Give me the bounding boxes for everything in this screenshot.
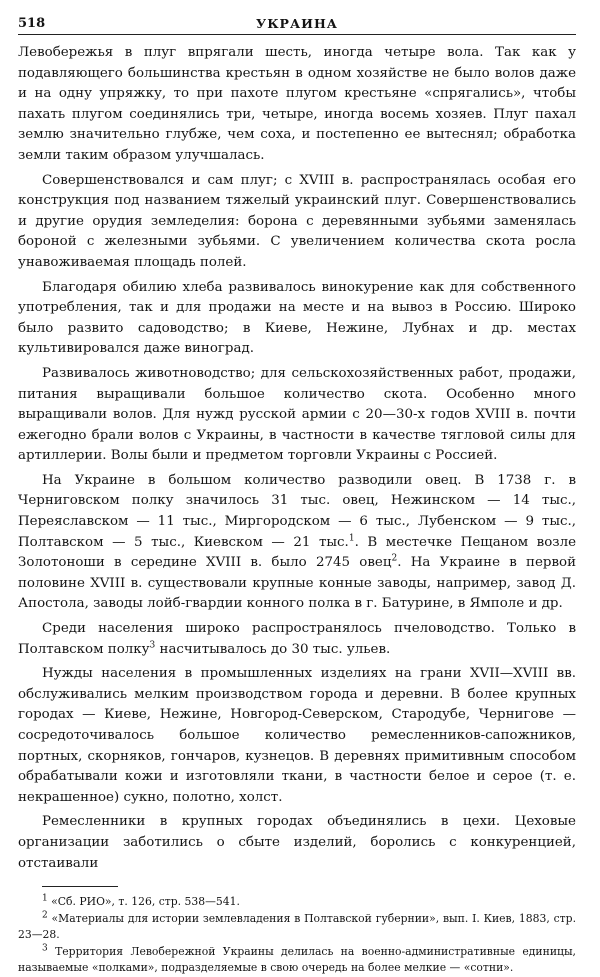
paragraph-6-text-2: насчитывалось до 30 тыс. ульев. (155, 641, 391, 657)
footnote-divider (42, 886, 118, 887)
footnotes (18, 894, 576, 976)
footnote-text: Территория Левобережной Украины делилась на военно-административные единицы, называемые «полками», подразделяемые в свою очередь на более мелкие — «сотни». (18, 945, 576, 975)
paragraph-6 (18, 619, 576, 660)
paragraph-3: Благодаря обилию хлеба развивалось винокурение как для собственного употребления, так и для продажи на месте и на вывоз в Россию. Широко было развито садоводство; в Киеве, Нежине, Лубнах и др. местах культивировался даже виноград. (18, 279, 576, 357)
paragraph-1: Левобережья в плуг впрягали шесть, иногда четыре вола. Так как у подавляющего большинства крестьян в одном хозяйстве не было волов даже и на одну упряжку, то при пахоте плугом крестьяне «спрягались», чтобы пахать плугом соединялись три, четыре, иногда восемь хозяев. Плуг пахал землю значительно глубже, чем соха, и постепенно ее вытеснял; обработка земли таким образом улучшалась. (18, 45, 576, 163)
paragraph-6-text-1: Среди населения широко распространялось пчеловодство. Только в Полтавском полку (18, 621, 576, 657)
footnote-mark: 2 (42, 910, 48, 921)
footnote-mark: 1 (42, 893, 48, 904)
paragraph-5-text-3: . На Украине в первой половине XVIII в. существовали крупные конные заводы, например, завод Д. Апостола, заводы лойб-гвардии конного полка в г. Батурине, в Ямполе и др. (18, 555, 576, 612)
paragraph-5-text-2: . В местечке Пещаном возле Золотоноши в середине XVIII в. было 2745 овец (18, 534, 577, 571)
footnote-3 (18, 944, 576, 976)
footnote-text: «Материалы для истории землевладения в Полтавской губернии», вып. I. Киев, 1883, стр. 23—28. (18, 912, 576, 942)
footnote-ref-2: 2 (391, 553, 398, 564)
running-title: УКРАИНА (256, 16, 338, 31)
footnote-1 (18, 894, 576, 910)
paragraph-2: Совершенствовался и сам плуг; с XVIII в. распространялась особая его конструкция под названием тяжелый украинский плуг. Совершенствовались и другие орудия земледелия: борона с деревянными зубьями заменялась бороной с железными зубьями. С увеличением количества скота росла унавоживаемая площадь полей. (18, 172, 576, 270)
footnote-ref-3: 3 (149, 640, 156, 651)
page-header (18, 14, 576, 35)
footnote-2 (18, 911, 576, 943)
footnote-text: «Сб. РИО», т. 126, стр. 538—541. (47, 895, 240, 909)
paragraph-8: Ремесленники в крупных городах объединялись в цехи. Цеховые организации заботились о сбыте изделий, боролись с конкуренцией, отстаивали (18, 814, 576, 871)
paragraph-4: Развивалось животноводство; для сельскохозяйственных работ, продажи, питания выращивали большое количество скота. Особенно много выращивали волов. Для нужд русской армии с 20—30-х годов XVIII в. почти ежегодно брали волов с Украины, в частности в качестве тягловой силы для артиллерии. Волы были и предметом торговли Украины с Россией. (18, 365, 576, 464)
footnote-mark: 3 (42, 943, 48, 954)
main-text (18, 43, 576, 874)
page-number: 518 (18, 16, 46, 31)
paragraph-7: Нужды населения в промышленных изделиях на грани XVII—XVIII вв. обслуживались мелким производством города и деревни. В более крупных городах — Киеве, Нежине, Новгород-Северском, Стародубе, Чернигове — сосредоточивалось большое количество ремесленников-сапожников, портных, скорняков, гончаров, кузнецов. В деревнях примитивным способом обрабатывали кожи и изготовляли ткани, в частности белое и серое (т. е. некрашенное) сукно, полотно, холст. (18, 666, 576, 805)
paragraph-5 (18, 471, 576, 615)
footnote-ref-1: 1 (348, 533, 355, 544)
paragraph-5-text-1: На Украине в большом количество разводили овец. В 1738 г. в Черниговском полку значилось 31 тыс. овец, Нежинском — 14 тыс., Переяславском — 11 тыс., Миргородском — 6 тыс., Лубенском — 9 тыс., Полтавском — 5 тыс., Киевском — 21 тыс. (18, 472, 576, 550)
page (18, 14, 576, 977)
